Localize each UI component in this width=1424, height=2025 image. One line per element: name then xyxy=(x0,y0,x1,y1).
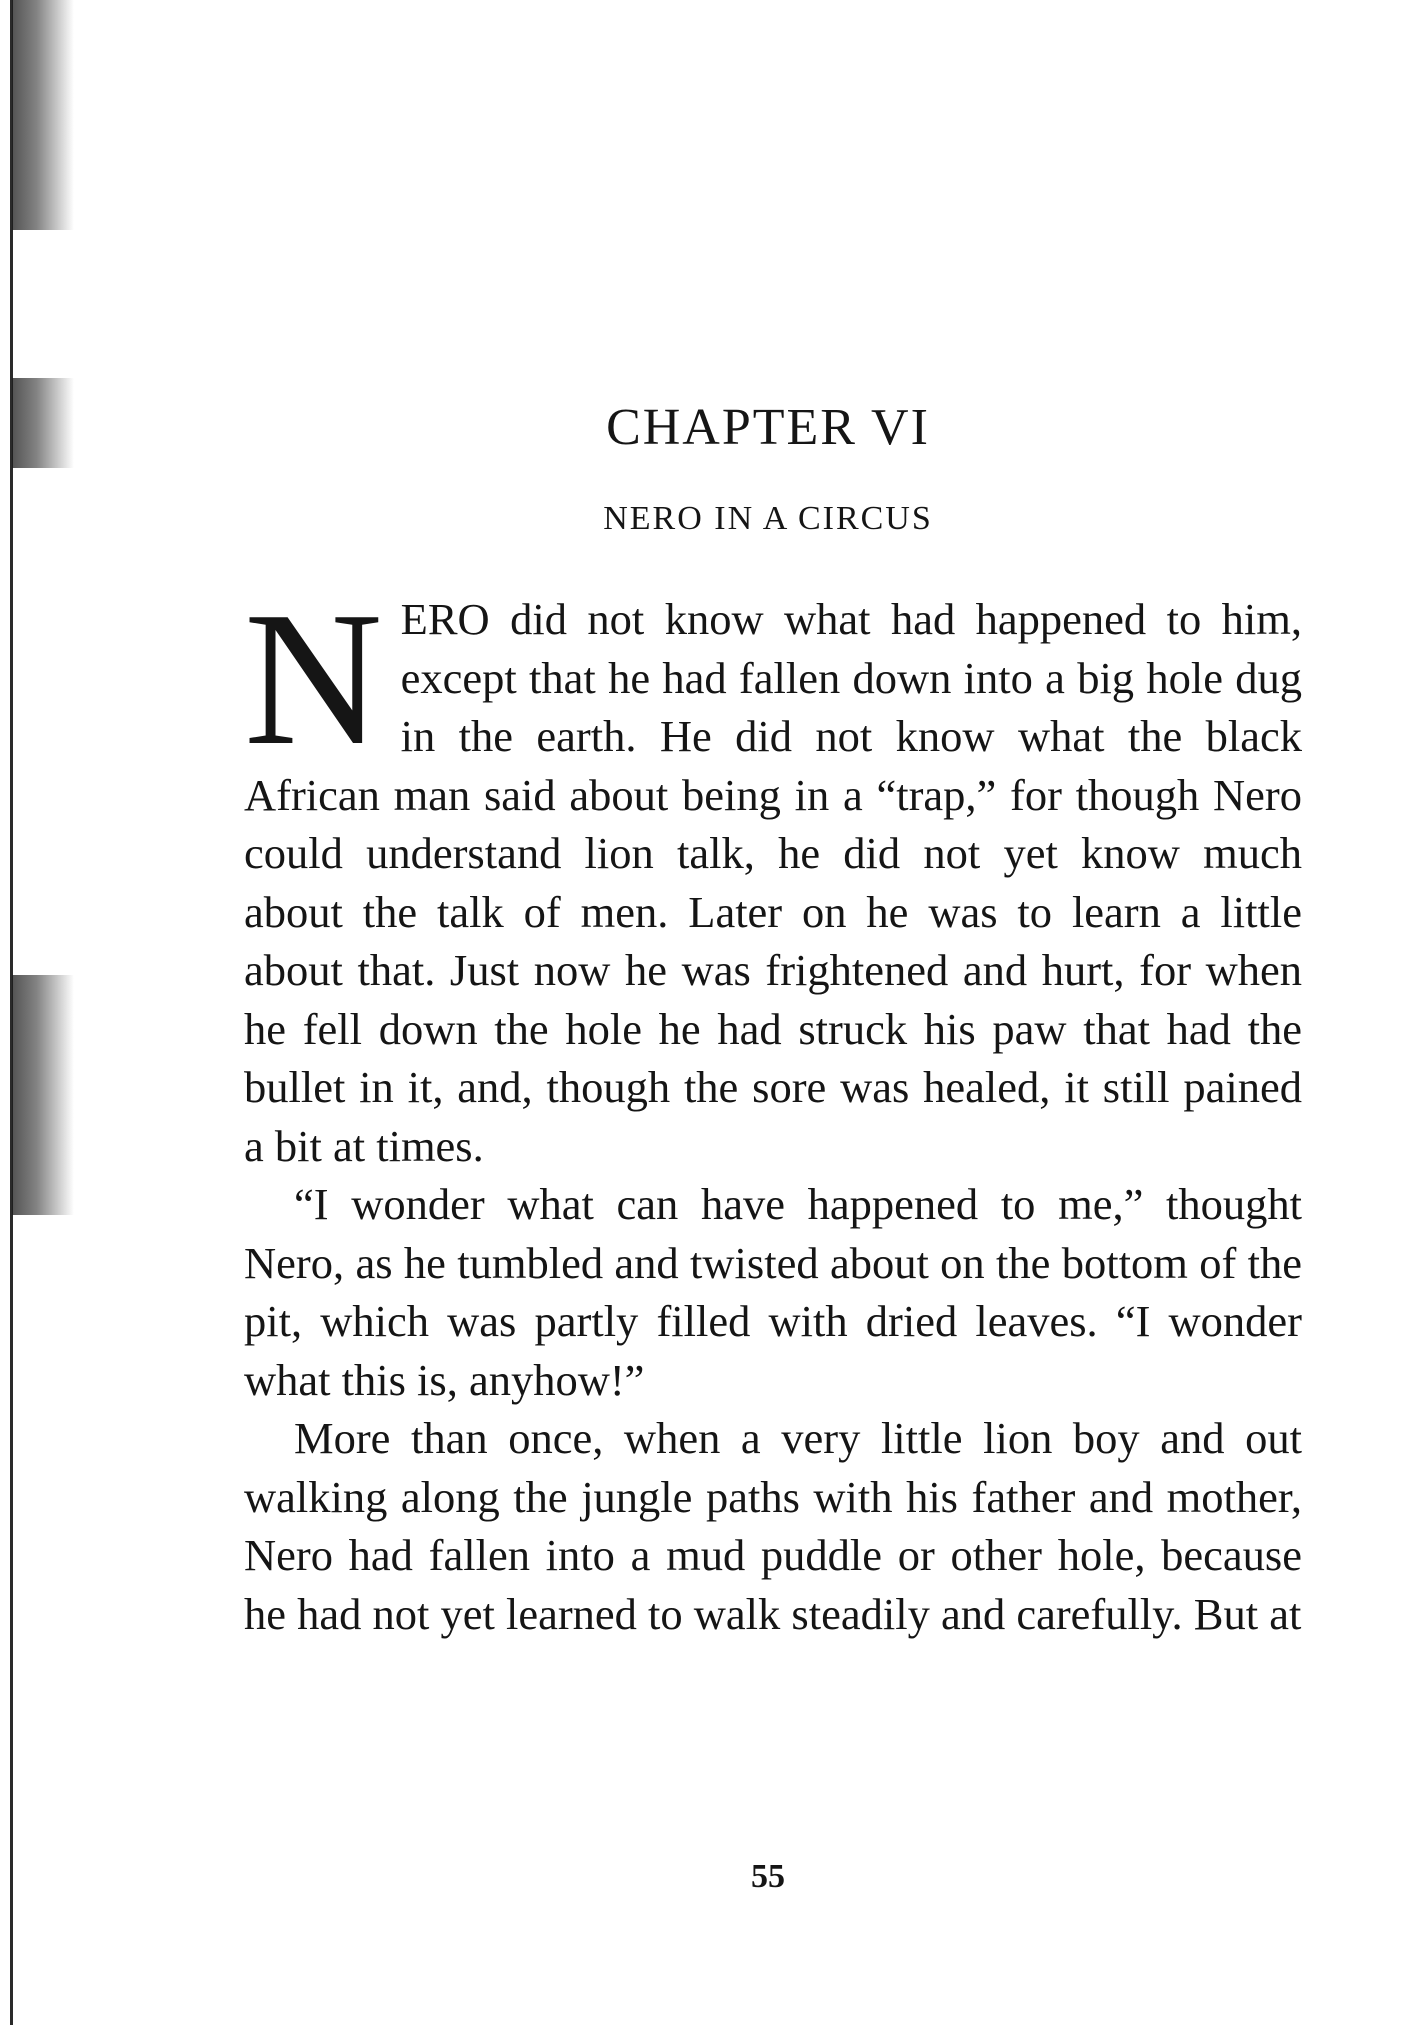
binding-smudge xyxy=(12,0,74,230)
chapter-body xyxy=(244,572,1302,1643)
drop-cap: N xyxy=(244,572,383,785)
paragraph: More than once, when a very little lion boy and out walking along the jungle paths with his father and mother, Nero had fallen into a mud puddle or other hole, because he had not yet learned to walk steadily and carefully. But at xyxy=(244,1413,1302,1639)
chapter-subtitle: NERO IN A CIRCUS xyxy=(603,500,933,537)
paragraph: “I wonder what can have happened to me,” thought Nero, as he tumbled and twisted about on the bottom of the pit, which was partly filled with dried leaves. “I wonder what this is, anyhow!” xyxy=(244,1179,1302,1405)
chapter-title: CHAPTER VI xyxy=(606,399,930,456)
page-number: 55 xyxy=(751,1858,785,1895)
binding-smudge xyxy=(12,975,74,1215)
paragraph-text: ERO did not know what had happened to him, except that he had fallen down into a big hole dug in the earth. He did not know what the black African man said about being in a “trap,” for though Nero could understand lion talk, he did not yet know much about the talk of men. Later on he was to learn a little about that. Just now he was frightened and hurt, for when he fell down the hole he had struck his paw that had the bullet in it, and, though the sore was healed, it still pained a bit at times. xyxy=(244,594,1302,1171)
paragraph xyxy=(244,572,1302,1175)
binding-edge-shadow xyxy=(0,0,90,2025)
